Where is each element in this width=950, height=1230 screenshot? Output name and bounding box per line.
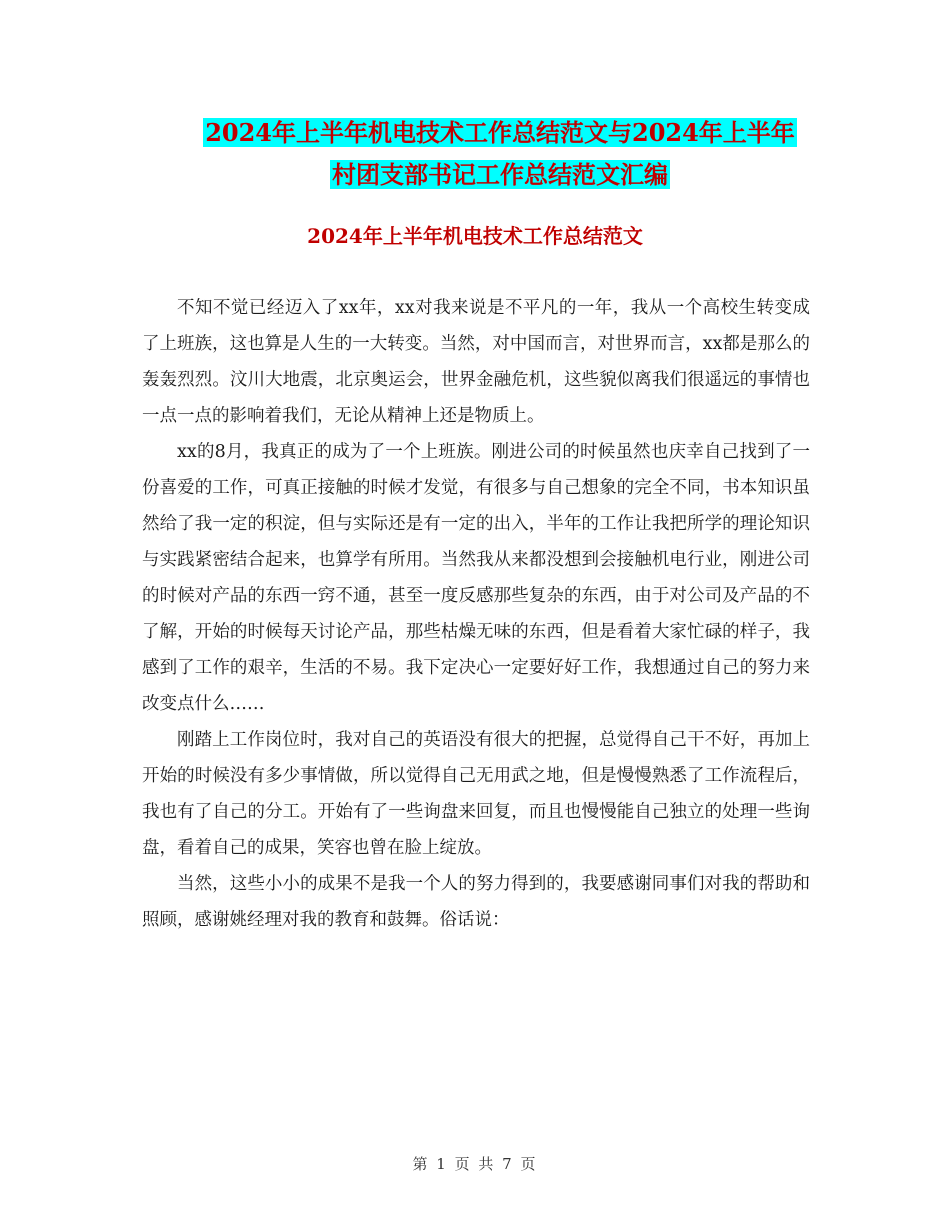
document-title xyxy=(140,112,860,196)
body-paragraph: xx的8月，我真正的成为了一个上班族。刚进公司的时候虽然也庆幸自己找到了一份喜爱的工作，可真正接触的时候才发觉，有很多与自己想象的完全不同，书本知识虽然给了我一定的积淀，但与实际还是有一定的出入，半年的工作让我把所学的理论知识与实践紧密结合起来，也算学有所用。当然我从来都没想到会接触机电行业，刚进公司的时候对产品的东西一窍不通，甚至一度反感那些复杂的东西，由于对公司及产品的不了解，开始的时候每天讨论产品，那些枯燥无味的东西，但是看着大家忙碌的样子，我感到了工作的艰辛，生活的不易。我下定决心一定要好好工作，我想通过自己的努力来改变点什么…… xyxy=(142,442,810,714)
body-paragraph: 不知不觉已经迈入了xx年，xx对我来说是不平凡的一年，我从一个高校生转变成了上班族，这也算是人生的一大转变。当然，对中国而言，对世界而言，xx都是那么的轰轰烈烈。汶川大地震，北京奥运会，世界金融危机，这些貌似离我们很遥远的事情也一点一点的影响着我们，无论从精神上还是物质上。 xyxy=(142,298,810,426)
body-paragraph: 刚踏上工作岗位时，我对自己的英语没有很大的把握，总觉得自己干不好，再加上开始的时候没有多少事情做，所以觉得自己无用武之地，但是慢慢熟悉了工作流程后，我也有了自己的分工。开始有了一些询盘来回复，而且也慢慢能自己独立的处理一些询盘，看着自己的成果，笑容也曾在脸上绽放。 xyxy=(142,730,810,858)
section-title: 2024年上半年机电技术工作总结范文 xyxy=(307,224,643,248)
page-footer xyxy=(0,1153,950,1174)
document-body xyxy=(142,290,810,938)
document-title-line-1: 2024年上半年机电技术工作总结范文与2024年上半年 xyxy=(205,118,795,147)
document-title-line-2: 村团支部书记工作总结范文汇编 xyxy=(332,160,668,189)
body-paragraph: 当然，这些小小的成果不是我一个人的努力得到的，我要感谢同事们对我的帮助和照顾，感谢姚经理对我的教育和鼓舞。俗话说： xyxy=(142,874,810,930)
page-number: 第 1 页 共 7 页 xyxy=(412,1155,538,1173)
